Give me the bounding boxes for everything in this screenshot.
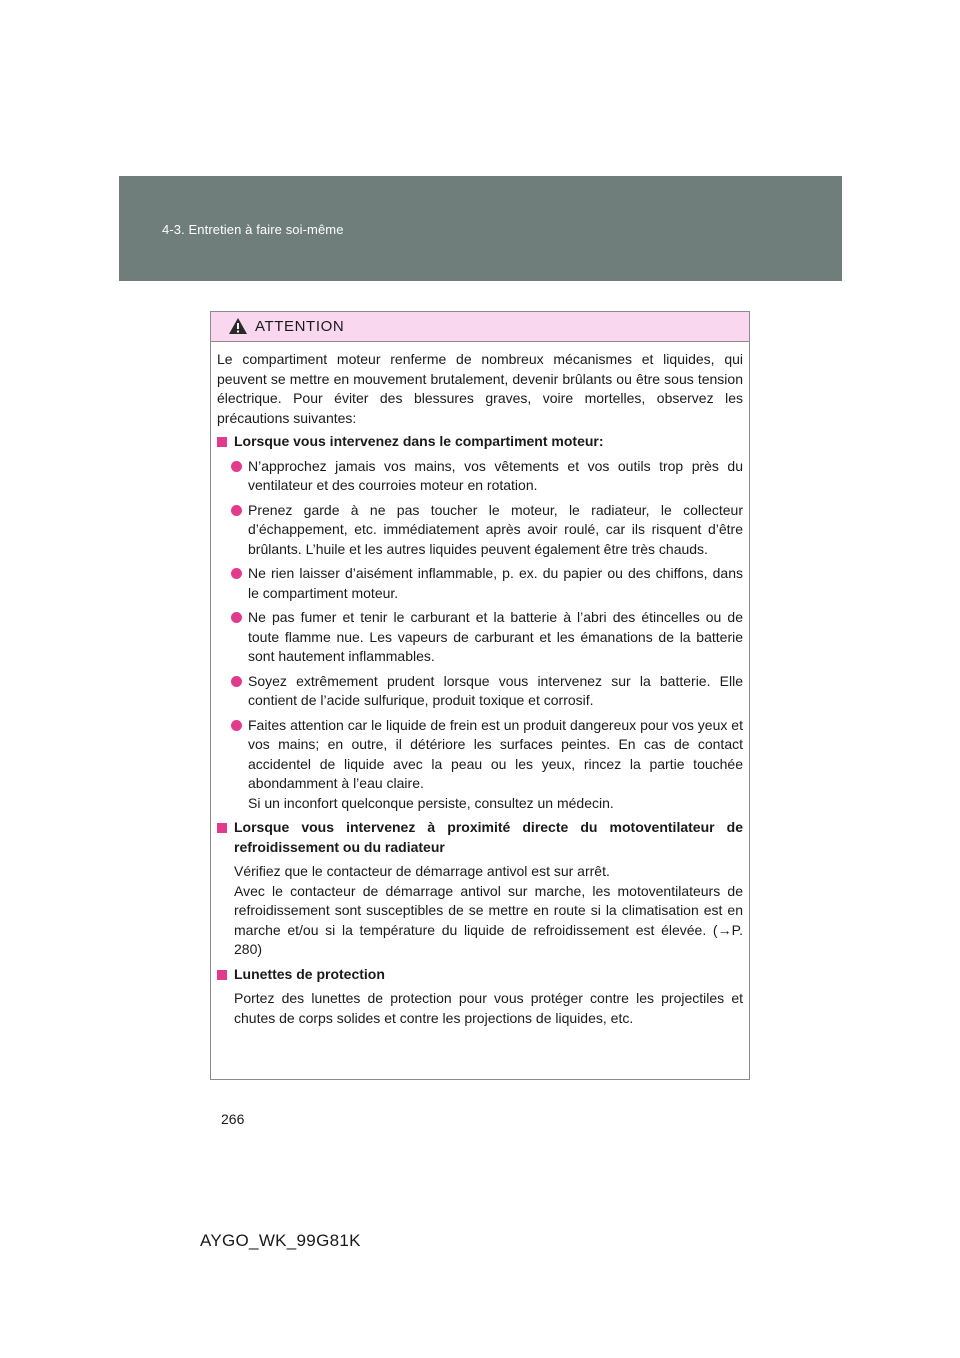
list-item: Ne pas fumer et tenir le carburant et la batterie à l’abri des étincelles ou de toute flamme nue. Les vapeurs de carburant et les émanations de la batterie sont hautement inflammables. — [217, 608, 743, 667]
list-item: Prenez garde à ne pas toucher le moteur, le radiateur, le collecteur d’échappement, etc. immédiatement après avoir roulé, car ils risquent d’être brûlants. L’huile et les autres liquides peuvent également être très chauds. — [217, 501, 743, 560]
round-bullet-icon — [231, 612, 242, 623]
list-item: Soyez extrêmement prudent lorsque vous intervenez sur la batterie. Elle contient de l’acide sulfurique, produit toxique et corrosif. — [217, 672, 743, 711]
header-band — [119, 176, 842, 281]
warning-body — [211, 342, 749, 1028]
section-text: Vérifiez que le contacteur de démarrage antivol est sur arrêt. Avec le contacteur de démarrage antivol sur marche, les motoventilateurs de refroidissement sont susceptibles de se mettre en route si la climatisation est en marche et/ou si la température du liquide de refroidissement est élevée. (→P. 280) — [234, 863, 743, 957]
warning-triangle-icon — [228, 317, 248, 335]
round-bullet-icon — [231, 568, 242, 579]
warning-box — [210, 311, 750, 1080]
square-bullet-icon — [217, 823, 227, 833]
document-code: AYGO_WK_99G81K — [200, 1231, 361, 1250]
round-bullet-icon — [231, 505, 242, 516]
page-number: 266 — [221, 1111, 245, 1127]
square-bullet-icon — [217, 970, 227, 980]
round-bullet-icon — [231, 720, 242, 731]
page-reference-link[interactable]: P. 280) — [234, 921, 743, 957]
round-bullet-icon — [231, 676, 242, 687]
list-item: N’approchez jamais vos mains, vos vêtements et vos outils trop près du ventilateur et des courroies moteur en rotation. — [217, 457, 743, 496]
section-heading: Lorsque vous intervenez dans le compartiment moteur: — [217, 432, 743, 452]
warning-title: ATTENTION — [255, 318, 345, 335]
section-heading: Lunettes de protection — [217, 965, 743, 985]
section-title: 4-3. Entretien à faire soi-même — [162, 222, 344, 237]
list-item: Ne rien laisser d’aisément inflammable, p. ex. du papier ou des chiffons, dans le compartiment moteur. — [217, 564, 743, 603]
warning-header — [211, 312, 749, 342]
warning-intro: Le compartiment moteur renferme de nombreux mécanismes et liquides, qui peuvent se mettre en mouvement brutalement, devenir brûlants ou être sous tension électrique. Pour éviter des blessures graves, voire mortelles, observez les précautions suivantes: — [217, 351, 743, 426]
list-item: Faites attention car le liquide de frein est un produit dangereux pour vos yeux et vos mains; en outre, il détériore les surfaces peintes. En cas de contact accidentel de liquide avec la peau ou les yeux, rincez la partie touchée abondamment à l’eau claire. Si un inconfort quelconque persiste, consultez un médecin. — [217, 716, 743, 814]
square-bullet-icon — [217, 437, 227, 447]
round-bullet-icon — [231, 461, 242, 472]
section-text: Portez des lunettes de protection pour vous protéger contre les projectiles et chutes de corps solides et contre les projections de liquides, etc. — [234, 990, 743, 1026]
arrow-icon: → — [717, 921, 732, 938]
section-heading: Lorsque vous intervenez à proximité directe du motoventilateur de refroidissement ou du radiateur — [217, 818, 743, 857]
